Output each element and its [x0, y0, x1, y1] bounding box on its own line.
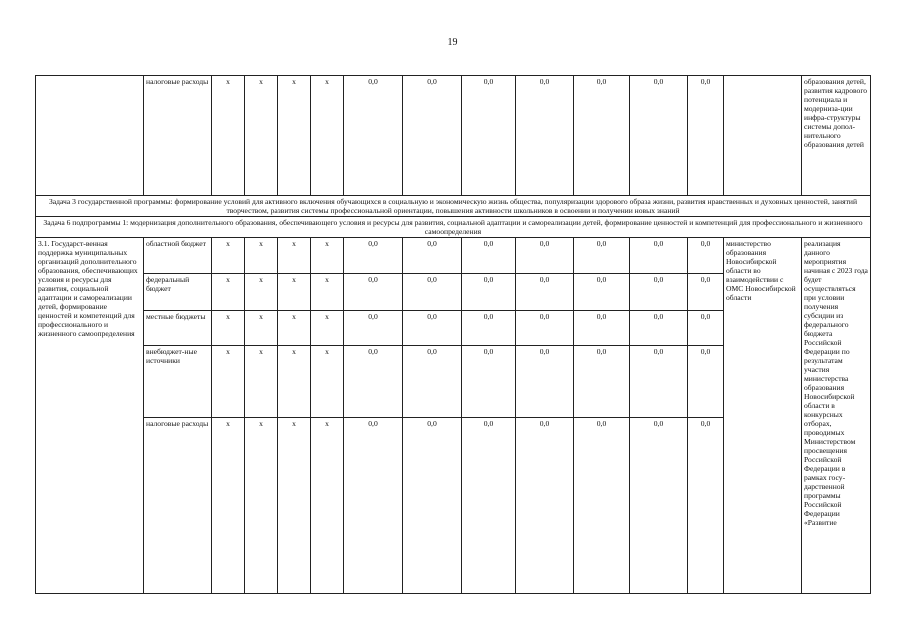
value-cell: 0,0: [462, 311, 516, 346]
value-cell: 0,0: [516, 311, 574, 346]
value-cell: 0,0: [403, 311, 462, 346]
value-cell: 0,0: [462, 76, 516, 196]
value-cell: 0,0: [630, 418, 688, 594]
value-cell: 0,0: [688, 76, 724, 196]
value-cell: 0,0: [403, 346, 462, 418]
mark-cell: х: [212, 418, 245, 594]
table-row: [36, 238, 871, 274]
mark-cell: х: [278, 311, 311, 346]
result-note-cell: реализация данного мероприятия начиная с 2023 года будет осуществляться при условии получения субсидии из федерального бюджета Российской Федерации по результатам участия министерства образования Новосибирской области в конкурсных отборах, проводимых Министерством просвещения Российской Федерации в рамках госу-дарственной программы Российской Федерации «Развитие: [802, 238, 871, 594]
funding-source-cell: федеральный бюджет: [144, 274, 212, 311]
mark-cell: х: [311, 274, 344, 311]
funding-source-cell: налоговые расходы: [144, 418, 212, 594]
page-number: 19: [447, 37, 458, 48]
value-cell: 0,0: [403, 238, 462, 274]
value-cell: 0,0: [462, 238, 516, 274]
value-cell: 0,0: [688, 274, 724, 311]
mark-cell: х: [212, 346, 245, 418]
value-cell: 0,0: [403, 274, 462, 311]
value-cell: 0,0: [344, 346, 403, 418]
table-row: [36, 76, 871, 196]
value-cell: 0,0: [688, 418, 724, 594]
mark-cell: х: [311, 311, 344, 346]
value-cell: 0,0: [630, 274, 688, 311]
value-cell: 0,0: [516, 238, 574, 274]
funding-source-cell: областной бюджет: [144, 238, 212, 274]
mark-cell: х: [311, 76, 344, 196]
value-cell: 0,0: [688, 311, 724, 346]
measure-name-cell: [36, 76, 144, 196]
mark-cell: х: [245, 76, 278, 196]
executor-cell: [724, 76, 802, 196]
value-cell: 0,0: [688, 238, 724, 274]
mark-cell: х: [212, 238, 245, 274]
value-cell: 0,0: [344, 76, 403, 196]
mark-cell: х: [278, 274, 311, 311]
funding-source-cell: налоговые расходы: [144, 76, 212, 196]
measure-name-cell: 3.1. Государст-венная поддержка муниципальных организаций дополнительного образования, обеспечивающих условия и ресурсы для развития, социальной адаптации и самореализации детей, формирование ценностей и компетенций для профессионального и жизненного самоопределения: [36, 238, 144, 594]
mark-cell: х: [278, 346, 311, 418]
mark-cell: х: [311, 346, 344, 418]
value-cell: 0,0: [516, 274, 574, 311]
mark-cell: х: [311, 418, 344, 594]
value-cell: 0,0: [630, 346, 688, 418]
value-cell: 0,0: [516, 76, 574, 196]
mark-cell: х: [245, 418, 278, 594]
value-cell: 0,0: [344, 238, 403, 274]
mark-cell: х: [278, 418, 311, 594]
value-cell: 0,0: [574, 418, 630, 594]
value-cell: 0,0: [688, 346, 724, 418]
value-cell: 0,0: [462, 418, 516, 594]
value-cell: 0,0: [344, 418, 403, 594]
mark-cell: х: [245, 311, 278, 346]
mark-cell: х: [212, 311, 245, 346]
value-cell: 0,0: [516, 346, 574, 418]
value-cell: 0,0: [516, 418, 574, 594]
mark-cell: х: [245, 274, 278, 311]
mark-cell: х: [212, 76, 245, 196]
mark-cell: х: [245, 346, 278, 418]
executor-cell: министерство образования Новосибирской области во взаимодействии с ОМС Новосибирской области: [724, 238, 802, 594]
value-cell: 0,0: [462, 346, 516, 418]
task6-text: Задача 6 подпрограммы 1: модернизация дополнительного образования, обеспечивающего условия и ресурсы для развития, социальной адаптации и самореализации детей, формирование ценностей и компетенций для профессионального и жизненного самоопределения: [36, 217, 871, 238]
mark-cell: х: [311, 238, 344, 274]
value-cell: 0,0: [574, 274, 630, 311]
value-cell: 0,0: [630, 238, 688, 274]
task3-text: Задача 3 государственной программы: формирование условий для активного включения обучающихся в социальную и экономическую жизнь общества, популяризации здорового образа жизни, развития нравственных и духовных ценностей, занятий творчеством, развития системы профессиональной ориентации, повышения активности школьников в освоении и получении новых знаний: [36, 196, 871, 217]
value-cell: 0,0: [630, 311, 688, 346]
mark-cell: х: [212, 274, 245, 311]
value-cell: 0,0: [574, 346, 630, 418]
value-cell: 0,0: [574, 238, 630, 274]
value-cell: 0,0: [574, 311, 630, 346]
mark-cell: х: [245, 238, 278, 274]
task-row: [36, 217, 871, 238]
mark-cell: х: [278, 76, 311, 196]
value-cell: 0,0: [574, 76, 630, 196]
value-cell: 0,0: [403, 76, 462, 196]
result-note-cell: образования детей, развития кадрового потенциала и модерниза-ции инфра-структуры системы допол-нительного образования детей: [802, 76, 871, 196]
program-table: [35, 75, 871, 594]
value-cell: 0,0: [344, 274, 403, 311]
funding-source-cell: внебюджет-ные источники: [144, 346, 212, 418]
funding-source-cell: местные бюджеты: [144, 311, 212, 346]
value-cell: 0,0: [344, 311, 403, 346]
value-cell: 0,0: [462, 274, 516, 311]
task-row: [36, 196, 871, 217]
mark-cell: х: [278, 238, 311, 274]
value-cell: 0,0: [403, 418, 462, 594]
value-cell: 0,0: [630, 76, 688, 196]
